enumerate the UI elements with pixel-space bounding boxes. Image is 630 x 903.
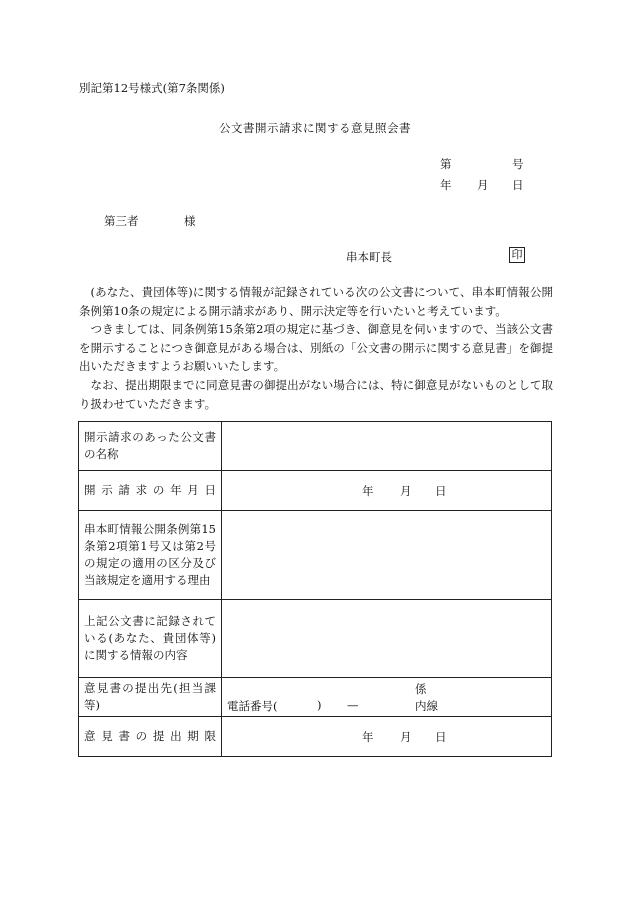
field-request-date[interactable] <box>222 471 552 511</box>
document-title: 公文書開示請求に関する意見照会書 <box>219 121 411 135</box>
deadline-day: 日 <box>435 729 447 744</box>
label-request-date: 開示請求の年月日 <box>79 471 222 511</box>
label-submission-deadline: 意見書の提出期限 <box>79 717 222 757</box>
table-row <box>79 678 552 717</box>
field-info-content[interactable] <box>222 600 552 678</box>
form-identifier: 別記第12号様式(第7条関係) <box>79 81 225 95</box>
label-document-name: 開示請求のあった公文書の名称 <box>79 422 222 471</box>
issue-date-year: 年 <box>440 178 452 192</box>
sender-name: 串本町長 <box>346 250 392 264</box>
recipient <box>104 213 196 229</box>
body-paragraph: つきましては、同条例第15条第2項の規定に基づき、御意見を伺いますので、当該公文書を開示することにつき御意見がある場合は、別紙の「公文書の開示に関する意見書」を御提出いただきますようお願いいたします。 <box>79 322 553 374</box>
table-row <box>79 717 552 757</box>
inquiry-form-table <box>78 421 552 757</box>
phone-dash: — <box>347 698 359 712</box>
deadline-year: 年 <box>362 729 374 744</box>
deadline-month: 月 <box>400 729 412 744</box>
label-info-content: 上記公文書に記録されている(あなた、貴団体等)に関する情報の内容 <box>79 600 222 678</box>
request-date-day: 日 <box>435 483 447 498</box>
body-paragraph: なお、提出期限までに同意見書の御提出がない場合には、特に御意見がないものとして取り扱わせていただきます。 <box>79 377 553 411</box>
field-document-name[interactable] <box>222 422 552 471</box>
request-date-month: 月 <box>400 483 412 498</box>
document-number-suffix: 号 <box>512 157 524 171</box>
issue-date-day: 日 <box>512 178 524 192</box>
table-row <box>79 511 552 600</box>
request-date-year: 年 <box>362 483 374 498</box>
phone-extension: 内線 <box>415 699 438 713</box>
table-row <box>79 600 552 678</box>
recipient-name: 第三者 <box>104 214 139 228</box>
field-submission-destination[interactable] <box>222 678 552 717</box>
recipient-honorific: 様 <box>184 214 196 228</box>
body-paragraph: (あなた、貴団体等)に関する情報が記録されている次の公文書について、串本町情報公開条例第10条の規定による開示請求があり、開示決定等を行いたいと考えています。 <box>79 285 553 318</box>
field-submission-deadline[interactable] <box>222 717 552 757</box>
phone-label: 電話番号( <box>227 699 278 713</box>
seal-mark: 印 <box>509 247 525 263</box>
issue-date-month: 月 <box>477 178 489 192</box>
document-number-prefix: 第 <box>440 157 452 171</box>
label-applicable-provision: 串本町情報公開条例第15条第2項第1号又は第2号の規定の適用の区分及び当該規定を適用する理由 <box>79 511 222 600</box>
label-submission-destination: 意見書の提出先(担当課等) <box>79 678 222 717</box>
phone-close: ) <box>317 698 322 712</box>
table-row <box>79 471 552 511</box>
body-text <box>79 283 553 413</box>
destination-section-suffix: 係 <box>415 682 427 696</box>
field-applicable-provision[interactable] <box>222 511 552 600</box>
table-row <box>79 422 552 471</box>
